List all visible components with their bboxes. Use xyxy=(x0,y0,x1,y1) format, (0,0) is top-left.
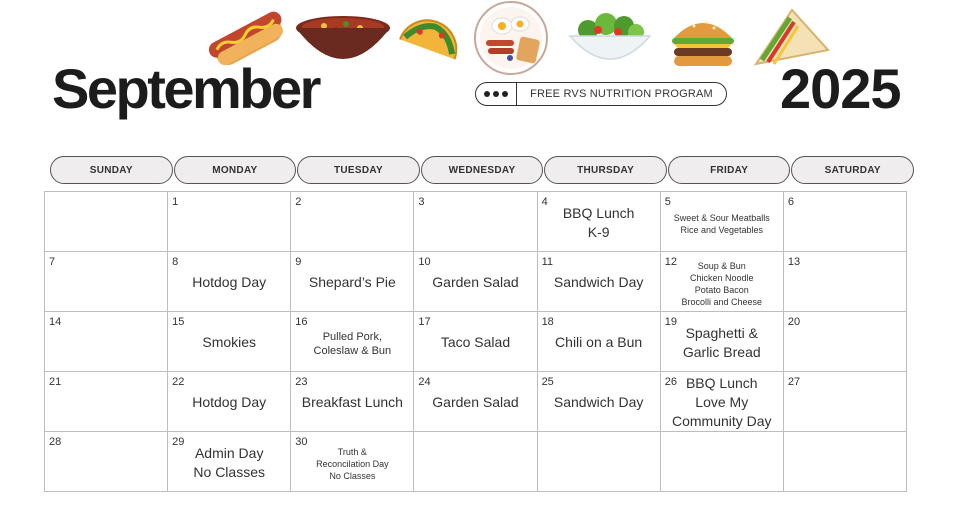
menu-item: Spaghetti & Garlic Bread xyxy=(682,324,761,360)
menu-item xyxy=(414,192,536,251)
calendar-day-cell xyxy=(660,192,783,252)
menu-item: Truth & Reconcilation Day No Classes xyxy=(316,446,389,481)
day-number: 26 xyxy=(664,376,677,388)
calendar-day-cell xyxy=(660,372,783,432)
calendar-day-cell xyxy=(414,372,537,432)
calendar-day-cell xyxy=(783,312,906,372)
menu-item: Hotdog Day xyxy=(192,274,267,290)
day-number: 7 xyxy=(49,256,56,268)
day-number: 23 xyxy=(295,376,308,388)
menu-item xyxy=(45,432,167,491)
day-number: 13 xyxy=(787,256,801,268)
year-title: 2025 xyxy=(780,57,901,120)
day-number: 16 xyxy=(295,316,308,328)
calendar-day-cell xyxy=(537,432,660,492)
menu-item xyxy=(538,432,660,491)
calendar-day-cell xyxy=(45,312,168,372)
day-number: 22 xyxy=(172,376,185,388)
calendar-day-cell xyxy=(291,312,414,372)
weekday-sunday: SUNDAY xyxy=(50,156,173,184)
calendar-day-cell xyxy=(537,252,660,312)
calendar-week xyxy=(45,312,907,372)
salad-bowl-icon xyxy=(566,10,654,68)
calendar-week xyxy=(45,432,907,492)
menu-item: Sandwich Day xyxy=(553,394,644,410)
menu-item: Sandwich Day xyxy=(553,274,644,290)
calendar-day-cell xyxy=(414,252,537,312)
day-number: 18 xyxy=(541,316,554,328)
program-label: FREE RVS NUTRITION PROGRAM xyxy=(530,88,713,100)
calendar-day-cell xyxy=(783,432,906,492)
day-number: 1 xyxy=(172,196,179,208)
day-number: 9 xyxy=(295,256,302,268)
calendar-week xyxy=(45,252,907,312)
day-number: 25 xyxy=(541,376,554,388)
menu-item xyxy=(168,192,290,251)
calendar-day-cell xyxy=(168,192,291,252)
day-number: 24 xyxy=(418,376,431,388)
day-number: 5 xyxy=(664,196,671,208)
burger-icon xyxy=(668,12,738,72)
menu-item: Sweet & Sour Meatballs Rice and Vegetables xyxy=(673,212,770,235)
day-number: 11 xyxy=(541,256,553,268)
day-number: 8 xyxy=(172,256,179,268)
day-number: 17 xyxy=(418,316,431,328)
calendar-day-cell xyxy=(537,312,660,372)
weekday-tuesday: TUESDAY xyxy=(297,156,420,184)
calendar-day-cell xyxy=(660,312,783,372)
menu-item: Admin Day No Classes xyxy=(193,444,265,480)
calendar-day-cell xyxy=(414,192,537,252)
calendar-day-cell xyxy=(291,372,414,432)
calendar-day-cell xyxy=(414,432,537,492)
calendar-day-cell xyxy=(45,432,168,492)
day-number: 4 xyxy=(541,196,548,208)
calendar-week xyxy=(45,192,907,252)
program-banner xyxy=(475,82,727,106)
calendar-day-cell xyxy=(783,192,906,252)
day-number: 30 xyxy=(295,436,308,448)
calendar-day-cell xyxy=(291,192,414,252)
calendar-day-cell xyxy=(783,252,906,312)
menu-item: Soup & Bun Chicken Noodle Potato Bacon Brocolli and Cheese xyxy=(681,260,763,307)
day-number: 29 xyxy=(172,436,185,448)
day-number: 28 xyxy=(49,436,62,448)
menu-item xyxy=(784,192,906,251)
calendar-day-cell xyxy=(45,372,168,432)
weekday-header xyxy=(50,156,914,184)
menu-item: BBQ Lunch K-9 xyxy=(562,204,635,240)
menu-item xyxy=(784,252,906,311)
weekday-saturday: SATURDAY xyxy=(791,156,914,184)
day-number: 19 xyxy=(664,316,677,328)
calendar-day-cell xyxy=(168,252,291,312)
day-number: 14 xyxy=(49,316,62,328)
calendar-day-cell xyxy=(168,312,291,372)
more-dots-icon xyxy=(476,83,517,105)
calendar-day-cell xyxy=(45,252,168,312)
calendar-week xyxy=(45,372,907,432)
menu-item xyxy=(784,432,906,491)
weekday-wednesday: WEDNESDAY xyxy=(421,156,544,184)
menu-item: Pulled Pork, Coleslaw & Bun xyxy=(313,330,392,357)
menu-item: Breakfast Lunch xyxy=(301,394,403,410)
calendar-day-cell xyxy=(291,432,414,492)
calendar-day-cell xyxy=(660,252,783,312)
menu-item: Chili on a Bun xyxy=(555,334,643,350)
weekday-thursday: THURSDAY xyxy=(544,156,667,184)
day-number: 27 xyxy=(787,376,801,388)
calendar-grid xyxy=(44,191,907,492)
calendar-day-cell xyxy=(168,372,291,432)
menu-item: Hotdog Day xyxy=(192,394,267,410)
day-number: 10 xyxy=(418,256,431,268)
menu-item: Smokies xyxy=(202,334,257,350)
weekday-friday: FRIDAY xyxy=(668,156,791,184)
menu-item xyxy=(45,252,167,311)
calendar-day-cell xyxy=(291,252,414,312)
menu-item: Shepard’s Pie xyxy=(308,274,396,290)
menu-item: Garden Salad xyxy=(432,274,519,290)
menu-item xyxy=(784,312,906,371)
day-number: 21 xyxy=(49,376,62,388)
weekday-monday: MONDAY xyxy=(174,156,297,184)
calendar-day-cell xyxy=(783,372,906,432)
day-number: 3 xyxy=(418,196,425,208)
menu-item xyxy=(661,432,783,491)
calendar-day-cell xyxy=(537,192,660,252)
month-title: September xyxy=(52,57,319,120)
calendar-day-cell xyxy=(537,372,660,432)
menu-item xyxy=(784,372,906,431)
day-number: 6 xyxy=(787,196,794,208)
menu-item xyxy=(291,192,413,251)
calendar-day-cell xyxy=(414,312,537,372)
menu-item xyxy=(414,432,536,491)
day-number: 2 xyxy=(295,196,302,208)
day-number: 15 xyxy=(172,316,185,328)
calendar-day-cell xyxy=(45,192,168,252)
menu-item: BBQ Lunch Love My Community Day xyxy=(671,375,772,429)
menu-item: Garden Salad xyxy=(432,394,519,410)
day-number: 20 xyxy=(787,316,801,328)
menu-item xyxy=(45,312,167,371)
day-number: 12 xyxy=(664,256,677,268)
calendar-day-cell xyxy=(660,432,783,492)
breakfast-plate-icon xyxy=(472,0,550,76)
calendar-day-cell xyxy=(168,432,291,492)
menu-item: Taco Salad xyxy=(440,334,511,350)
taco-icon xyxy=(396,6,466,72)
menu-item xyxy=(45,192,167,251)
menu-item xyxy=(45,372,167,431)
